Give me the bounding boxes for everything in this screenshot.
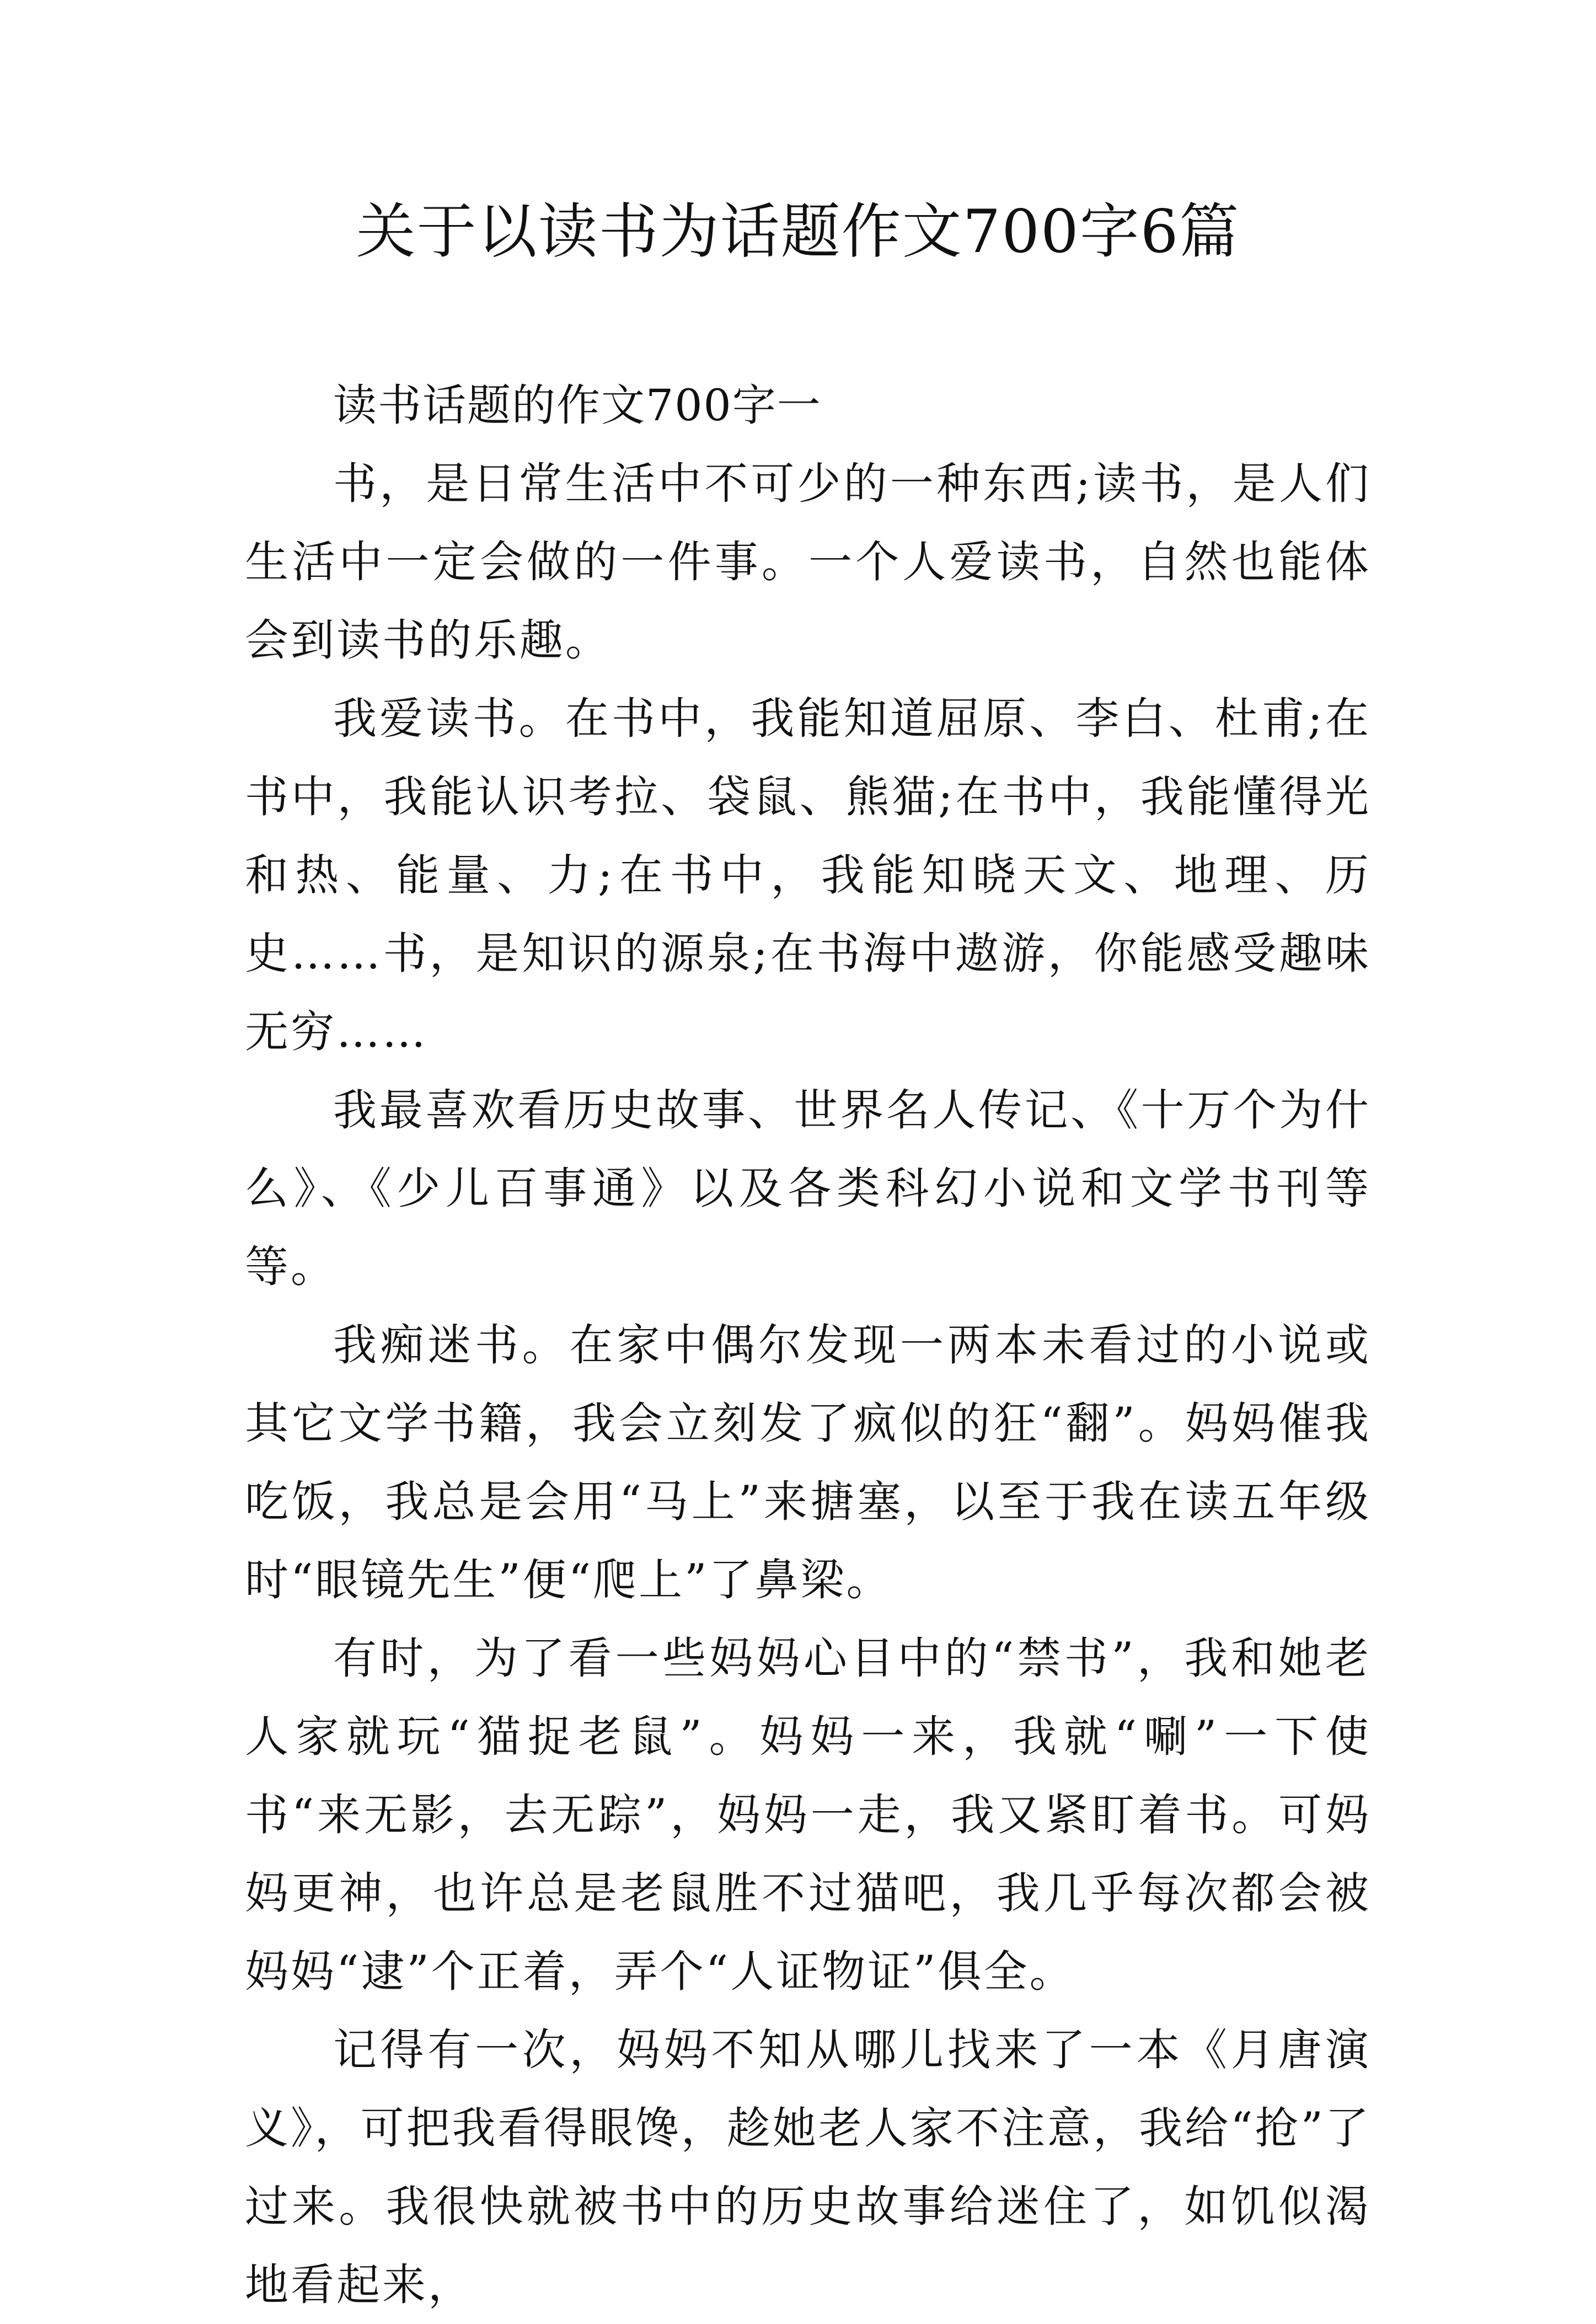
paragraph: 书，是日常生活中不可少的一种东西;读书，是人们生活中一定会做的一件事。一个人爱读书，自然也能体会到读书的乐趣。 (245, 458, 1371, 666)
section-heading: 读书话题的作文700字一 (333, 380, 822, 431)
paragraph: 我爱读书。在书中，我能知道屈原、李白、杜甫;在书中，我能认识考拉、袋鼠、熊猫;在书中，我能懂得光和热、能量、力;在书中，我能知晓天文、地理、历史……书，是知识的源泉;在书海中遨游，你能感受趣味无穷…… (245, 693, 1371, 1057)
paragraph: 有时，为了看一些妈妈心目中的“禁书”，我和她老人家就玩“猫捉老鼠”。妈妈一来，我就“唰”一下使书“来无影，去无踪”，妈妈一走，我又紧盯着书。可妈妈更神，也许总是老鼠胜不过猫吧，我几乎每次都会被妈妈“逮”个正着，弄个“人证物证”俱全。 (245, 1633, 1371, 1997)
paragraph: 记得有一次，妈妈不知从哪儿找来了一本《月唐演义》，可把我看得眼馋，趁她老人家不注意，我给“抢”了过来。我很快就被书中的历史故事给迷住了，如饥似渴地看起来， (245, 2025, 1371, 2310)
paragraph: 我痴迷书。在家中偶尔发现一两本未看过的小说或其它文学书籍，我会立刻发了疯似的狂“翻”。妈妈催我吃饭，我总是会用“马上”来搪塞，以至于我在读五年级时“眼镜先生”便“爬上”了鼻梁。 (245, 1320, 1371, 1605)
document-body (245, 366, 1371, 2324)
paragraph: 我最喜欢看历史故事、世界名人传记、《十万个为什么》、《少儿百事通》以及各类科幻小说和文学书刊等等。 (245, 1085, 1371, 1292)
document-title: 关于以读书为话题作文700字6篇 (356, 197, 1240, 266)
